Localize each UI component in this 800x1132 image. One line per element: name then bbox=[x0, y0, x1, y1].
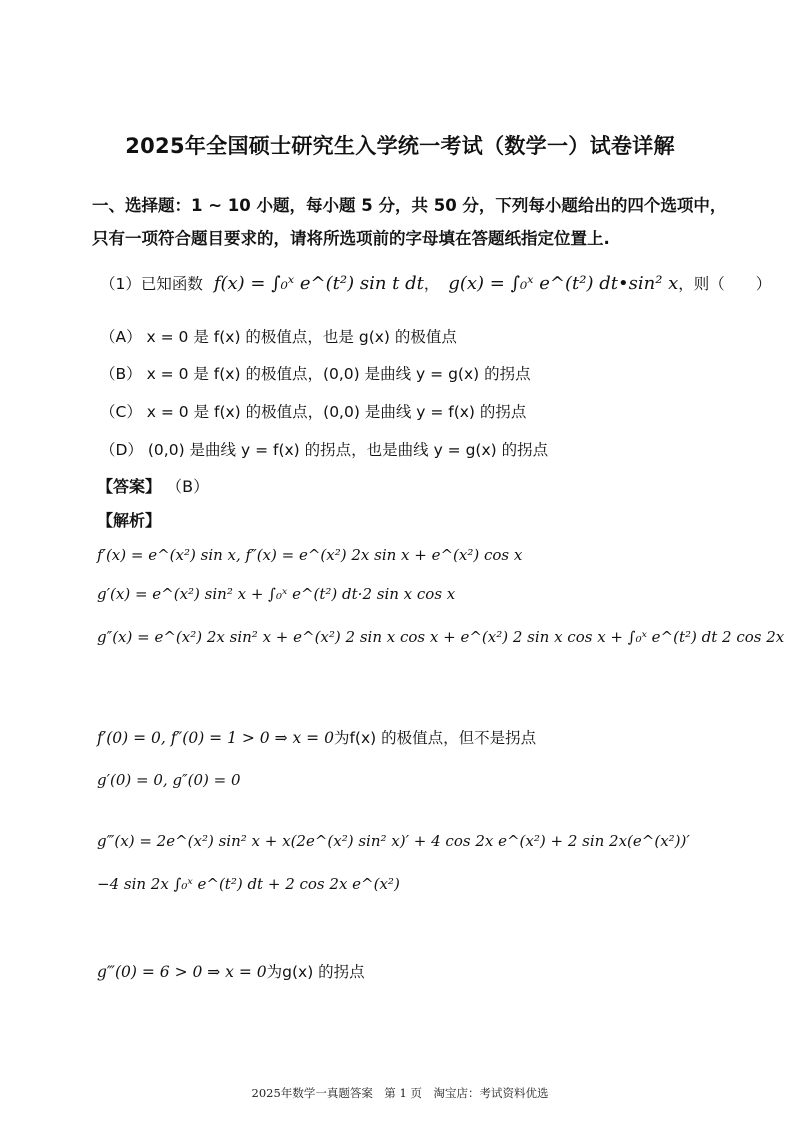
option-d-label: （D） bbox=[100, 441, 143, 459]
question-number: （1）已知函数 bbox=[100, 275, 203, 293]
page-title: 2025年全国硕士研究生入学统一考试（数学一）试卷详解 bbox=[125, 134, 675, 158]
option-d-text: (0,0) 是曲线 y = f(x) 的拐点，也是曲线 y = g(x) 的拐点 bbox=[147, 441, 549, 459]
stem-ending: ，则（ ） bbox=[678, 275, 772, 293]
solution-line-4-math: f′(0) = 0, f″(0) = 1 > 0 ⇒ x = 0 bbox=[97, 729, 334, 747]
solution-line-7: −4 sin 2x ∫₀ˣ e^(t²) dt + 2 cos 2x e^(x²) bbox=[97, 875, 400, 893]
answer-value: （B） bbox=[166, 477, 210, 496]
option-a-label: （A） bbox=[100, 328, 142, 346]
analysis-label: 【解析】 bbox=[97, 511, 162, 530]
option-b bbox=[100, 362, 531, 384]
solution-line-5: g′(0) = 0, g″(0) = 0 bbox=[97, 771, 241, 789]
option-b-label: （B） bbox=[100, 365, 142, 383]
solution-line-4-text: 为f(x) 的极值点，但不是拐点 bbox=[333, 729, 537, 747]
g-definition: g(x) = ∫₀ˣ e^(t²) dt•sin² x bbox=[448, 273, 679, 294]
f-definition: f(x) = ∫₀ˣ e^(t²) sin t dt bbox=[213, 273, 424, 294]
option-a bbox=[100, 325, 457, 347]
section-intro-line-1: 一、选择题：1 ~ 10 小题，每小题 5 分，共 50 分，下列每小题给出的四个选项中， bbox=[92, 196, 727, 215]
solution-line-1: f′(x) = e^(x²) sin x, f″(x) = e^(x²) 2x sin x + e^(x²) cos x bbox=[97, 546, 523, 564]
page-footer: 2025年数学一真题答案 第 1 页 淘宝店：考试资料优选 bbox=[251, 1086, 549, 1100]
solution-line-2: g′(x) = e^(x²) sin² x + ∫₀ˣ e^(t²) dt·2 sin x cos x bbox=[97, 585, 456, 603]
solution-line-8-math: g‴(0) = 6 > 0 ⇒ x = 0 bbox=[97, 963, 267, 981]
option-c-label: （C） bbox=[100, 403, 142, 421]
solution-line-8-text: 为g(x) 的拐点 bbox=[266, 963, 365, 981]
option-b-text: x = 0 是 f(x) 的极值点，(0,0) 是曲线 y = g(x) 的拐点 bbox=[146, 365, 531, 383]
solution-line-6: g‴(x) = 2e^(x²) sin² x + x(2e^(x²) sin² x)′ + 4 cos 2x e^(x²) + 2 sin 2x(e^(x²))′ bbox=[97, 832, 690, 850]
option-c-text: x = 0 是 f(x) 的极值点，(0,0) 是曲线 y = f(x) 的拐点 bbox=[146, 403, 527, 421]
section-intro-line-2: 只有一项符合题目要求的，请将所选项前的字母填在答题纸指定位置上. bbox=[92, 229, 610, 248]
option-c bbox=[100, 400, 526, 422]
stem-separator: ， bbox=[423, 275, 440, 293]
option-a-text: x = 0 是 f(x) 的极值点，也是 g(x) 的极值点 bbox=[146, 328, 457, 346]
answer-line bbox=[97, 474, 209, 497]
option-d bbox=[100, 438, 548, 460]
solution-line-8 bbox=[97, 960, 365, 982]
question-1-stem bbox=[100, 272, 771, 294]
solution-line-3: g″(x) = e^(x²) 2x sin² x + e^(x²) 2 sin x cos x + e^(x²) 2 sin x cos x + ∫₀ˣ e^(t²) dt 2 cos 2x bbox=[97, 628, 785, 646]
answer-label: 【答案】 bbox=[97, 477, 162, 496]
solution-line-4 bbox=[97, 726, 536, 748]
